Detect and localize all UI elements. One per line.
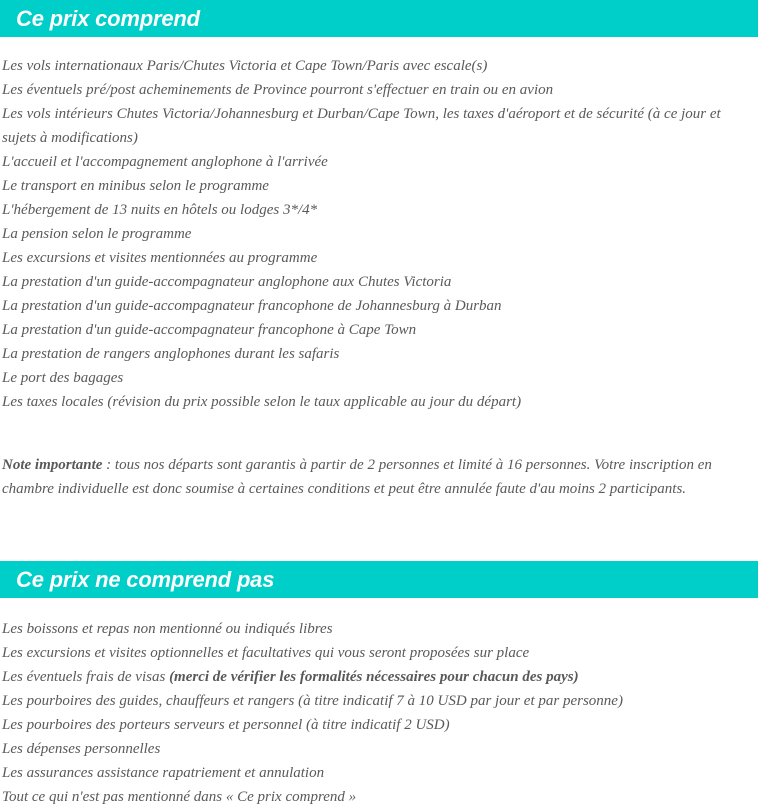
spacer bbox=[2, 414, 758, 438]
included-list bbox=[2, 54, 758, 414]
important-note bbox=[2, 453, 758, 501]
list-item-text: Les éventuels frais de visas bbox=[2, 669, 170, 685]
list-item: La prestation d'un guide-accompagnateur francophone à Cape Town bbox=[2, 322, 417, 338]
list-item: Les vols intérieurs Chutes Victoria/Johannesburg et Durban/Cape Town, les taxes d'aéroport et de sécurité (à ce jour et sujets à modifications) bbox=[2, 106, 721, 146]
list-item: La pension selon le programme bbox=[2, 226, 192, 242]
list-item bbox=[2, 689, 758, 713]
list-item: Les éventuels pré/post acheminements de Province pourront s'effectuer en train ou en avion bbox=[2, 82, 554, 98]
list-item bbox=[2, 665, 758, 689]
list-item-text: Les pourboires des guides, chauffeurs et rangers (à titre indicatif 7 à 10 USD par jour et par personne) bbox=[2, 693, 623, 709]
list-item: La prestation d'un guide-accompagnateur anglophone aux Chutes Victoria bbox=[2, 274, 452, 290]
list-item: L'accueil et l'accompagnement anglophone à l'arrivée bbox=[2, 154, 328, 170]
list-item: Les excursions et visites mentionnées au programme bbox=[2, 250, 318, 266]
important-note-label: Note importante bbox=[2, 457, 103, 473]
section-header-not-included bbox=[0, 561, 758, 598]
not-included-list bbox=[2, 617, 758, 809]
list-item bbox=[2, 737, 758, 761]
section-title-not-included: Ce prix ne comprend pas bbox=[16, 566, 275, 592]
list-item bbox=[2, 617, 758, 641]
list-item: Les taxes locales (révision du prix possible selon le taux applicable au jour du départ) bbox=[2, 394, 522, 410]
list-item bbox=[2, 761, 758, 785]
list-item-text: Les assurances assistance rapatriement et annulation bbox=[2, 765, 325, 781]
important-note-text: : tous nos départs sont garantis à partir de 2 personnes et limité à 16 personnes. Votre inscription en chambre individuelle est donc soumise à certaines conditions et peut être annulée faute d'au moins 2 participants. bbox=[2, 457, 712, 497]
list-item: Le port des bagages bbox=[2, 370, 124, 386]
list-item-emphasis: (merci de vérifier les formalités nécessaires pour chacun des pays) bbox=[169, 669, 579, 685]
section-body-not-included bbox=[0, 617, 758, 809]
list-item: La prestation de rangers anglophones durant les safaris bbox=[2, 346, 340, 362]
spacer bbox=[0, 516, 758, 561]
list-item bbox=[2, 641, 758, 665]
section-header-included bbox=[0, 0, 758, 37]
spacer bbox=[0, 37, 758, 54]
section-not-included bbox=[0, 561, 758, 809]
section-body-included bbox=[0, 54, 758, 501]
list-item-text: Les boissons et repas non mentionné ou indiqués libres bbox=[2, 621, 333, 637]
list-item: Le transport en minibus selon le programme bbox=[2, 178, 269, 194]
list-item: La prestation d'un guide-accompagnateur francophone de Johannesburg à Durban bbox=[2, 298, 502, 314]
list-item-text: Tout ce qui n'est pas mentionné dans « Ce prix comprend » bbox=[2, 789, 357, 805]
list-item bbox=[2, 713, 758, 737]
list-item-text: Les excursions et visites optionnelles et facultatives qui vous seront proposées sur place bbox=[2, 645, 530, 661]
list-item: Les vols internationaux Paris/Chutes Victoria et Cape Town/Paris avec escale(s) bbox=[2, 58, 488, 74]
list-item: L'hébergement de 13 nuits en hôtels ou lodges 3*/4* bbox=[2, 202, 318, 218]
list-item-text: Les pourboires des porteurs serveurs et personnel (à titre indicatif 2 USD) bbox=[2, 717, 450, 733]
spacer bbox=[0, 598, 758, 617]
section-title-included: Ce prix comprend bbox=[16, 5, 200, 31]
list-item-text: Les dépenses personnelles bbox=[2, 741, 161, 757]
list-item bbox=[2, 785, 758, 809]
